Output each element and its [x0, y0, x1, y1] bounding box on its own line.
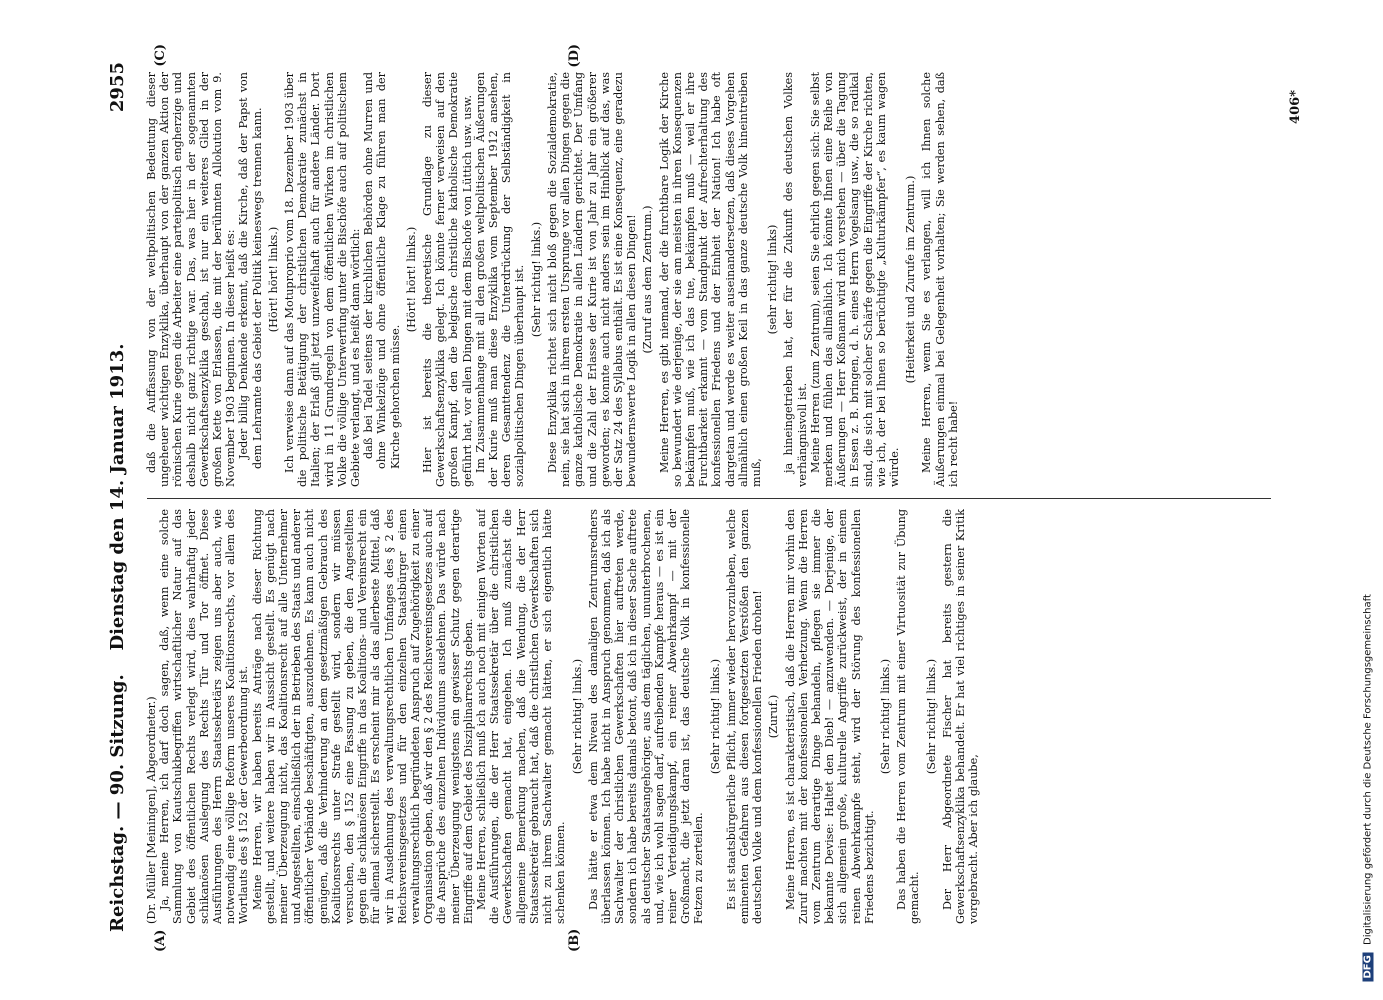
interjection: (Sehr richtig! links.) [529, 221, 543, 338]
paragraph: Das haben die Herren vom Zentrum mit einer Virtuosität zur Übung gemacht. [894, 509, 921, 924]
speaker-line: (Dr. Müller [Meiningen], Abgeordneter.) [144, 696, 158, 924]
paragraph: Meine Herren (zum Zentrum), seien Sie ehrlich gegen sich: Sie selbst merken und fühlen das allmählich. Ich könnte Ihnen eine Reihe von Äußerungen — Herr Koßmann wird mich verstehen — über die Tagung in Essen z. B. bringen, d. h. eines Herrn Vogelsang usw., die so radikal sind, die sich mit solcher Schärfe gegen die Eingriffe der Kirche richten, wie ich, der bei Ihnen so berüchtigte „Kulturkämpfer“, es kaum wagen würde. [808, 72, 901, 487]
header-date: Dienstag den 14. Januar 1913. [106, 343, 128, 651]
interjection: (Heiterkeit und Zurufe im Zentrum.) [903, 175, 917, 384]
paragraph: Hier ist bereits die theoretische Grundlage zu dieser Gewerkschaftsenzyklika gelegt. Ich könnte ferner verweisen auf den großen Kampf, den die belgische christliche katholische Demokratie geführt hat, vor allen Dingen mit dem Bischofe von Lüttich usw. usw. [420, 72, 474, 487]
paragraph: Diese Enzyklika richtet sich nicht bloß gegen die Sozialdemokratie, nein, sie hat sich in ihrem ersten Ursprunge vor allen Dingen gegen die ganze katholische Demokratie in allen Ländern gerichtet. Der Umfang und die Zahl der Erlasse der Kurie ist von Jahr zu Jahr ein größerer geworden; es konnte auch nicht anders sein im Hinblick auf das, was der Satz 24 des Syllabus enthält. Es ist eine Konsequenz, eine geradezu bewundernswerte Logik in allen diesen Dingen! [545, 72, 638, 487]
paragraph: Meine Herren, es ist charakteristisch, daß die Herren mir vorhin den Zuruf machten mit der konfessionellen Verhetzung. Wenn die Herren vom Zentrum derartige Dinge behandeln, pflegen sie immer die bekannte Devise: Haltet den Dieb! — anzuwenden. — Derjenige, der sich allgemein große, kulturelle Angriffe zurückweist, der in einem reinen Abwehrkampfe steht, wird der Störung des konfessionellen Friedens bezichtigt. [783, 509, 876, 924]
paragraph: Meine Herren, wir haben bereits Anträge nach dieser Richtung gestellt, und weitere haben wir in Aussicht gestellt. Es genügt nach meiner Überzeugung nicht, das Koalitionsrecht auf alle Unternehmer und Angestellten, einschließlich der in Betrieben des Staats und anderer öffentlicher Verbände beschäftigten, auszudehnen. Es kann auch nicht genügen, daß die Verhinderung an dem gesetzmäßigen Gebrauch des Koalitionsrechts unter Strafe gestellt wird, sondern wir müssen versuchen, den § 152 eine Fassung zu geben, die den Angestellten gegen die schikanösen Eingriffe in das Koalitions- und Vereinsrecht ein für allemal sicherstellt. Es erscheint mir als das allerbeste Mittel, daß wir in Ausdehnung des verwaltungsrechtlichen Umfanges des § 2 des Reichsvereinsgesetzes und für den einzelnen Staatsbürger einen verwaltungsrechtlich begründeten Anspruch auf Zugehörigkeit zu einer Organisation geben, daß wir den § 2 des Reichsvereinsgesetzes auch auf die Ansprüche des einzelnen Individuums ausdehnen. Das würde nach meiner Überzeugung wenigstens ein gewisser Schutz gegen derartige Eingriffe auf dem Gebiet des Disziplinarrechts geben. [250, 509, 475, 924]
quotation: daß bei Tadel seitens der kirchlichen Behörden ohne Murren und ohne Winkelzüge und ohne öffentliche Klage zu führen man der Kirche gehorchen müsse. [361, 72, 402, 469]
paragraph: daß die Auffassung von der weltpolitischen Bedeutung dieser ungeheuer wichtigen Enzyklika, überhaupt von der ganzen Aktion der römischen Kurie gegen die Arbeiter eine parteipolitisch engherzige und deshalb nicht ganz richtige war. Das, was hier in der sogenannten Gewerkschaftsenzyklika geschah, ist nur ein weiteres Glied in der großen Kette von Erlassen, die mit der berühmten Allokution vom 9. November 1903 beginnen. In dieser heißt es: [144, 72, 237, 487]
interjection: (Sehr richtig! links.) [878, 658, 892, 775]
digitization-credit [1359, 14, 1377, 994]
interjection: (Hört! hört! links.) [404, 226, 418, 333]
interjection: (Zuruf.) [766, 694, 780, 739]
paragraph: Ja, meine Herren, ich darf doch sagen, daß, wenn eine solche Sammlung von Kautschukbegriffen wirtschaftlicher Natur auf das Gebiet des öffentlichen Rechts verlegt wird, dies wahrhaftig jeder schikanösen Auslegung des Rechts Tür und Tor öffnet. Diese Ausführungen des Herrn Staatssekretärs zeigen uns aber auch, wie notwendig eine völlige Reform unseres Koalitionsrechts, vor allem des Wortlauts des § 152 der Gewerbeordnung ist. [157, 509, 250, 924]
paragraph: Im Zusammenhange mit all den großen weltpolitischen Äußerungen der Kurie muß man diese Enzyklika vom September 1912 ansehen, deren Gesamttendenz die Unterdrückung der Selbständigkeit in sozialpolitischen Dingen überhaupt ist. [473, 72, 526, 487]
paragraph: Meine Herren, schließlich muß ich auch noch mit einigen Worten auf die Ausführungen, die der Herr Staatssekretär über die christlichen Gewerkschaften gemacht hat, eingehen. Ich muß zunächst die allgemeine Bemerkung machen, daß die Wendung, die der Herr Staatssekretär gebraucht hat, daß die christlichen Gewerkschaften sich nicht zu ihrem Sachwalter gemacht hätten, er sich eigentlich hätte schenken können. [474, 509, 567, 924]
footer-page-mark: 406* [1287, 90, 1303, 124]
quotation: Jeder billig Denkende erkennt, daß die Kirche, daß der Papst von dem Lehramte das Gebiet der Politik keineswegs trennen kann. [236, 72, 264, 469]
margin-marker-c: (C) [152, 44, 168, 67]
paragraph: Ich verweise dann auf das Motuproprio vom 18. Dezember 1903 über die politische Betätigung der christlichen Demokratie zunächst in Italien; der Erlaß gilt jetzt unzweifelhaft auch für andere Länder. Dort wird in 11 Grundregeln von dem öffentlichen Wirken im christlichen Volke die völlige Unterwerfung unter die Bischöfe auch auf politischem Gebiete verlangt, und es heißt dann wörtlich: [282, 72, 362, 487]
column-divider [147, 498, 1271, 499]
margin-marker-b: (B) [566, 928, 582, 952]
interjection: (Sehr richtig! links.) [708, 658, 722, 775]
paragraph: Das hätte er etwa dem Niveau des damaligen Zentrumsredners überlassen können. Ich habe nicht in Anspruch genommen, daß ich als Sachwalter der christlichen Gewerkschaften hier auftreten werde, sondern ich habe bereits damals betont, daß ich in dieser Sache auftrete als deutscher Staatsangehöriger, aus dem täglichen, ununterbrochenen, und, wie ich wohl sagen darf, aufreibenden Kampfe heraus — es ist ein reiner Verteidigungskampf, ein reiner Abwehrkampf — mit der Großmacht, die jetzt daran ist, das deutsche Volk in konfessionelle Fetzen zu zerteilen. [586, 509, 705, 924]
paragraph: Meine Herren, wenn Sie es verlangen, will ich Ihnen solche Äußerungen einmal bei Gelegenheit vorhalten; Sie werden sehen, daß ich recht habe! [919, 72, 960, 487]
interjection: (Sehr richtig! links.) [924, 658, 938, 775]
newspaper-page [67, 30, 1317, 970]
interjection: (Sehr richtig! links.) [570, 658, 583, 775]
interjection: (Hört! hört! links.) [266, 226, 280, 333]
credit-text: Digitalisierung gefördert durch die Deutsche Forschungsgemeinschaft [1362, 594, 1374, 945]
paragraph: ja hineingetrieben hat, der für die Zukunft des deutschen Volkes verhängnisvoll ist. [781, 72, 809, 487]
left-column [145, 509, 1271, 924]
paragraph: Der Herr Abgeordnete Fischer hat bereits gestern die Gewerkschaftsenzyklika behandelt. Er hat viel richtiges in seiner Kritik vorgebracht. Aber ich glaube, [940, 509, 980, 924]
interjection: (sehr richtig! links) [765, 224, 779, 335]
header-left: Reichstag. — 90. Sitzung. [106, 674, 128, 932]
right-column [145, 72, 1271, 487]
interjection: (Zuruf aus dem Zentrum.) [640, 205, 654, 354]
dfg-logo: DFG [1363, 952, 1374, 981]
page-header [103, 62, 137, 932]
header-page-number: 2955 [106, 62, 128, 113]
paragraph: Meine Herren, es gibt niemand, der die furchtbare Logik der Kirche so bewundert wie derjenige, der sie am meisten in ihren Konsequenzen bekämpfen muß, wie ich das tue, bekämpfen muß — weil er ihre Furchtbarkeit erkannt — vom Standpunkt der Aufrechterhaltung des konfessionellen Friedens und der Einheit der Nation! Ich habe oft dargetan und werde es weiter auseinandersetzen, daß dieses Vorgehen allmählich einen großen Keil in das ganze deutsche Volk hineintreiben muß, [657, 72, 763, 487]
margin-marker-a: (A) [152, 929, 168, 952]
margin-marker-d: (D) [566, 44, 582, 68]
paragraph: Es ist staatsbürgerliche Pflicht, immer wieder hervorzuheben, welche eminenten Gefahren aus diesen fortgesetzten Verstößen den ganzen deutschen Volke und dem konfessionellen Frieden drohen! [724, 509, 764, 924]
